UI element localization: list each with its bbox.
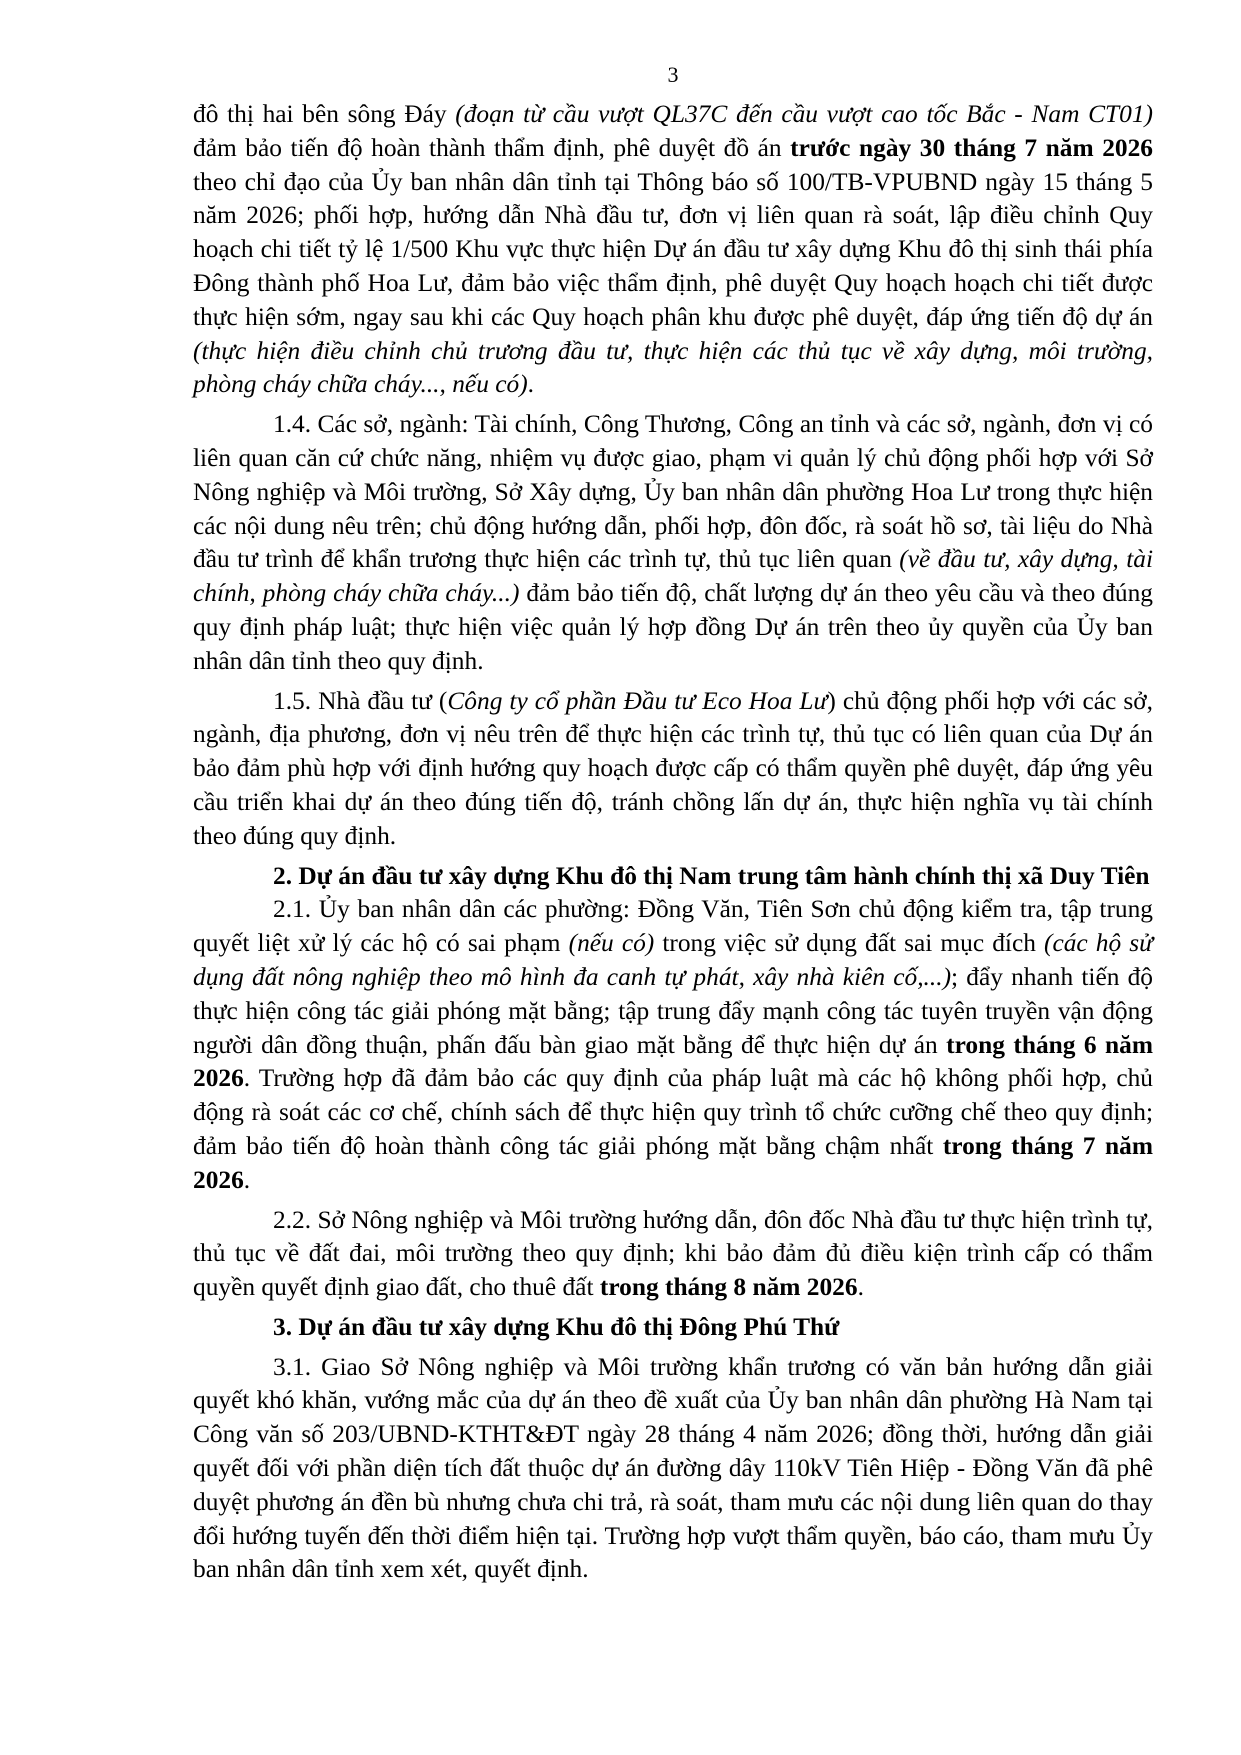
section-heading-2	[193, 860, 1153, 894]
paragraph-2-2	[193, 1204, 1153, 1305]
italic-text: Công ty cổ phần Đầu tư Eco Hoa Lư	[447, 686, 828, 715]
text-run: ) chủ động phối hợp với các sở, ngành, địa phương, đơn vị nêu trên để thực hiện các trình tự, thủ tục có liên quan của Dự án bảo đảm phù hợp với định hướng quy hoạch được cấp có thẩm quyền phê duyệt, đáp ứng yêu cầu triển khai dự án theo đúng tiến độ, tránh chồng lấn dự án, thực hiện nghĩa vụ tài chính theo đúng quy định.	[193, 686, 1153, 850]
paragraph-continuation	[193, 98, 1153, 402]
text-run: .	[857, 1273, 864, 1302]
text-run: đảm bảo tiến độ, chất lượng dự án theo yêu cầu và theo đúng quy định pháp luật; thực hiện việc quản lý hợp đồng Dự án trên theo ủy quyền của Ủy ban nhân dân tỉnh theo quy định.	[193, 579, 1154, 675]
paragraph-2-1	[193, 893, 1153, 1197]
text-run: 2. Dự án đầu tư xây dựng Khu đô thị Nam trung tâm hành chính thị xã Duy Tiên	[273, 861, 1150, 890]
paragraph-1-4	[193, 408, 1153, 678]
text-run: ; đẩy nhanh tiến độ thực hiện công tác giải phóng mặt bằng; tập trung đẩy mạnh công tác tuyên truyền vận động người dân đồng thuận, phấn đấu bàn giao mặt bằng để thực hiện dự án	[193, 962, 1153, 1059]
text-run: 3.1. Giao Sở Nông nghiệp và Môi trường khẩn trương có văn bản hướng dẫn giải quyết khó khăn, vướng mắc của dự án theo đề xuất của Ủy ban nhân dân phường Hà Nam tại Công văn số 203/UBND-KTHT&ĐT ngày 28 tháng 4 năm 2026; đồng thời, hướng dẫn giải quyết đối với phần diện tích đất thuộc dự án đường dây 110kV Tiên Hiệp - Đồng Văn đã phê duyệt phương án đền bù nhưng chưa chi trả, rà soát, tham mưu các nội dung liên quan do thay đổi hướng tuyến đến thời điểm hiện tại. Trường hợp vượt thẩm quyền, báo cáo, tham mưu Ủy ban nhân dân tỉnh xem xét, quyết định.	[193, 1352, 1153, 1584]
text-run: 2.1. Ủy ban nhân dân các phường: Đồng Văn, Tiên Sơn chủ động kiểm tra, tập trung quyết liệt xử lý các hộ có sai phạm	[193, 895, 1153, 958]
text-run: .	[243, 1165, 251, 1194]
text-run: đảm bảo tiến độ hoàn thành thẩm định, phê duyệt đồ án	[193, 133, 791, 162]
italic-text: (nếu có)	[568, 929, 655, 958]
section-heading-3	[193, 1311, 1153, 1345]
italic-text: (thực hiện điều chỉnh chủ trương đầu tư, thực hiện các thủ tục về xây dựng, môi trường, phòng cháy chữa cháy..., nếu có)	[193, 336, 1153, 399]
bold-text: trong tháng 8 năm 2026	[599, 1273, 858, 1302]
document-body	[193, 98, 1153, 1587]
paragraph-3-1	[193, 1351, 1153, 1588]
text-run: .	[527, 370, 535, 399]
bold-text: trước ngày 30 tháng 7 năm 2026	[790, 133, 1153, 162]
text-run: 3. Dự án đầu tư xây dựng Khu đô thị Đông Phú Thứ	[273, 1312, 840, 1341]
text-run: 1.5. Nhà đầu tư (	[273, 686, 448, 715]
text-run: 2.2. Sở Nông nghiệp và Môi trường hướng dẫn, đôn đốc Nhà đầu tư thực hiện trình tự, thủ tục về đất đai, môi trường theo quy định; khi bảo đảm đủ điều kiện trình cấp có thẩm quyền quyết định giao đất, cho thuê đất	[193, 1205, 1153, 1302]
text-run: trong việc sử dụng đất sai mục đích	[654, 929, 1044, 958]
italic-text: (các hộ sử dụng đất nông nghiệp theo mô hình đa canh tự phát, xây nhà kiên cố,...)	[193, 929, 1153, 991]
italic-text: (đoạn từ cầu vượt QL37C đến cầu vượt cao tốc Bắc - Nam CT01)	[455, 100, 1153, 128]
text-run: đô thị hai bên sông Đáy	[193, 100, 456, 128]
bold-text: trong tháng 6 năm 2026	[193, 1030, 1154, 1093]
text-run: theo chỉ đạo của Ủy ban nhân dân tỉnh tại Thông báo số 100/TB-VPUBND ngày 15 tháng 5 năm 2026; phối hợp, hướng dẫn Nhà đầu tư, đơn vị liên quan rà soát, lập điều chỉnh Quy hoạch chi tiết tỷ lệ 1/500 Khu vực thực hiện Dự án đầu tư xây dựng Khu đô thị sinh thái phía Đông thành phố Hoa Lư, đảm bảo việc thẩm định, phê duyệt Quy hoạch hoạch chi tiết được thực hiện sớm, ngay sau khi các Quy hoạch phân khu được phê duyệt, đáp ứng tiến độ dự án	[193, 167, 1153, 331]
text-run: . Trường hợp đã đảm bảo các quy định của pháp luật mà các hộ không phối hợp, chủ động rà soát các cơ chế, chính sách để thực hiện quy trình tổ chức cưỡng chế theo quy định; đảm bảo tiến độ hoàn thành công tác giải phóng mặt bằng chậm nhất	[193, 1064, 1153, 1160]
italic-text: (về đầu tư, xây dựng, tài chính, phòng cháy chữa cháy...)	[193, 545, 1153, 608]
paragraph-1-5	[193, 685, 1153, 854]
text-run: 1.4. Các sở, ngành: Tài chính, Công Thương, Công an tỉnh và các sở, ngành, đơn vị có liên quan căn cứ chức năng, nhiệm vụ được giao, phạm vi quản lý chủ động phối hợp với Sở Nông nghiệp và Môi trường, Sở Xây dựng, Ủy ban nhân dân phường Hoa Lư trong thực hiện các nội dung nêu trên; chủ động hướng dẫn, phối hợp, đôn đốc, rà soát hồ sơ, tài liệu do Nhà đầu tư trình để khẩn trương thực hiện các trình tự, thủ tục liên quan	[193, 410, 1153, 574]
bold-text: trong tháng 7 năm 2026	[193, 1131, 1153, 1194]
page-number: 3	[667, 62, 679, 87]
